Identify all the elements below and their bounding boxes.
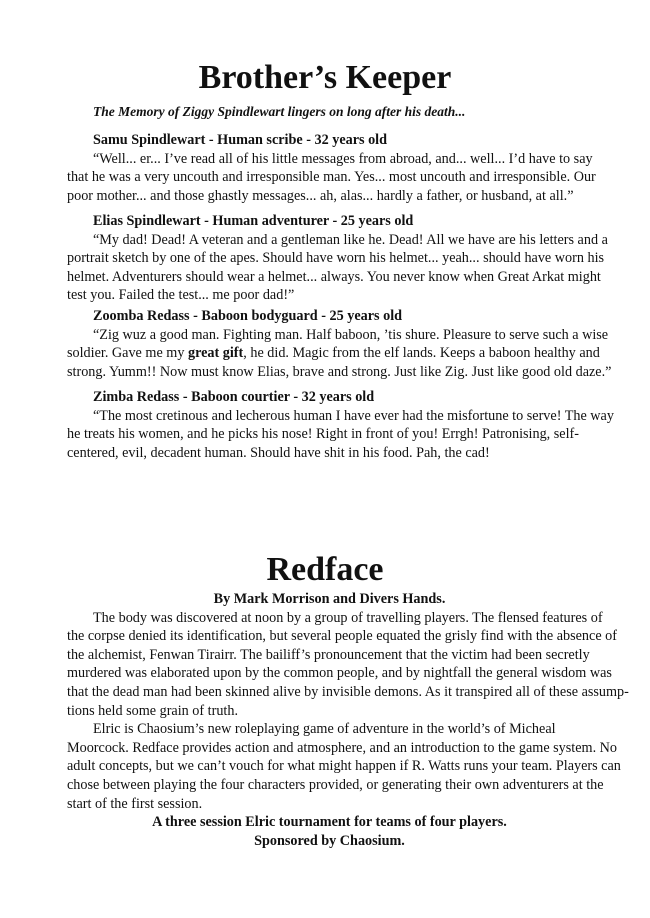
character-entry-zoomba [67, 307, 612, 381]
character-entry-zimba [67, 388, 614, 462]
character-entry-samu [67, 131, 596, 205]
quote-line: test you. Failed the test... me poor dad!” [67, 287, 295, 304]
quote-line: “Zig wuz a good man. Fighting man. Half baboon, ’tis shure. Pleasure to serve such a wise [93, 326, 609, 343]
character-entry-elias [67, 212, 608, 305]
quote-line [67, 344, 600, 363]
sponsor-note: Sponsored by Chaosium. [254, 832, 405, 849]
emphasis-great-gift: great gift [187, 345, 244, 362]
quote-line: that he was a very uncouth and irresponsible man. Yes... most uncouth and irresponsible. Our [67, 169, 596, 186]
quote-line: “Well... er... I’ve read all of his little messages from abroad, and... well... I’d have to say [93, 150, 593, 167]
quote-line: poor mother... and those ghastly messages... ah, alas... hardly a father, or husband, at all.” [67, 187, 574, 204]
character-heading: Zoomba Redass - Baboon bodyguard - 25 years old [93, 308, 403, 324]
paragraph-line: adult concepts, but we can’t vouch for what might happen if R. Watts runs your team. Players can [67, 758, 621, 775]
paragraph-line: start of the first session. [67, 795, 203, 812]
paragraph-line: The body was discovered at noon by a group of travelling players. The flensed features of [93, 609, 603, 626]
byline: By Mark Morrison and Divers Hands. [213, 591, 446, 607]
paragraph-line: Elric is Chaosium’s new roleplaying game of adventure in the world’s of Micheal [93, 721, 556, 738]
quote-line: “My dad! Dead! A veteran and a gentleman like he. Dead! All we have are his letters and a [93, 231, 608, 248]
quote-line: he treats his women, and he picks his nose! Right in front of you! Errgh! Patronising, self- [67, 426, 579, 443]
quote-line: helmet. Adventurers should wear a helmet... always. You never know when Great Arkat might [67, 268, 601, 285]
paragraph-line: the alchemist, Fenwan Tirairr. The bailiff’s pronouncement that the victim had been secretly [67, 646, 590, 663]
article-title-redface: Redface [266, 551, 384, 588]
quote-line: “The most cretinous and lecherous human I have ever had the misfortune to serve! The way [93, 407, 614, 424]
article-subtitle: The Memory of Ziggy Spindlewart lingers on long after his death... [93, 104, 466, 119]
article-title-brothers-keeper: Brother’s Keeper [198, 59, 452, 96]
quote-line: centered, evil, decadent human. Should have shit in his food. Pah, the cad! [67, 444, 490, 461]
paragraph-line: Moorcock. Redface provides action and atmosphere, and an introduction to the game system. No [67, 739, 618, 756]
tournament-note: A three session Elric tournament for teams of four players. [152, 814, 507, 831]
character-heading: Samu Spindlewart - Human scribe - 32 years old [93, 132, 388, 148]
character-heading: Elias Spindlewart - Human adventurer - 25 years old [93, 213, 414, 229]
paragraph-line: that the dead man had been skinned alive by invisible demons. As it transpired all of these assump- [67, 683, 629, 700]
redface-body [67, 590, 629, 850]
paragraph-line: tions held some grain of truth. [67, 702, 239, 719]
character-heading: Zimba Redass - Baboon courtier - 32 years old [93, 389, 375, 405]
quote-line: strong. Yumm!! Now must know Elias, brave and strong. Just like Zig. Just like good old daze.” [67, 363, 612, 380]
paragraph-line: the corpse denied its identification, but several people equated the grisly find with the absence of [67, 628, 617, 645]
quote-text: soldier. Gave me my [67, 345, 188, 362]
paragraph-line: chose between playing the four characters provided, or generating their own adventurers at the [67, 776, 604, 793]
quote-line: portrait sketch by one of the apes. Should have worn his helmet... yeah... should have worn his [67, 250, 605, 267]
quote-text: , he did. Magic from the elf lands. Keeps a baboon healthy and [243, 345, 600, 362]
paragraph-line: murdered was elaborated upon by the common people, and by nightfall the general wisdom was [67, 665, 612, 682]
